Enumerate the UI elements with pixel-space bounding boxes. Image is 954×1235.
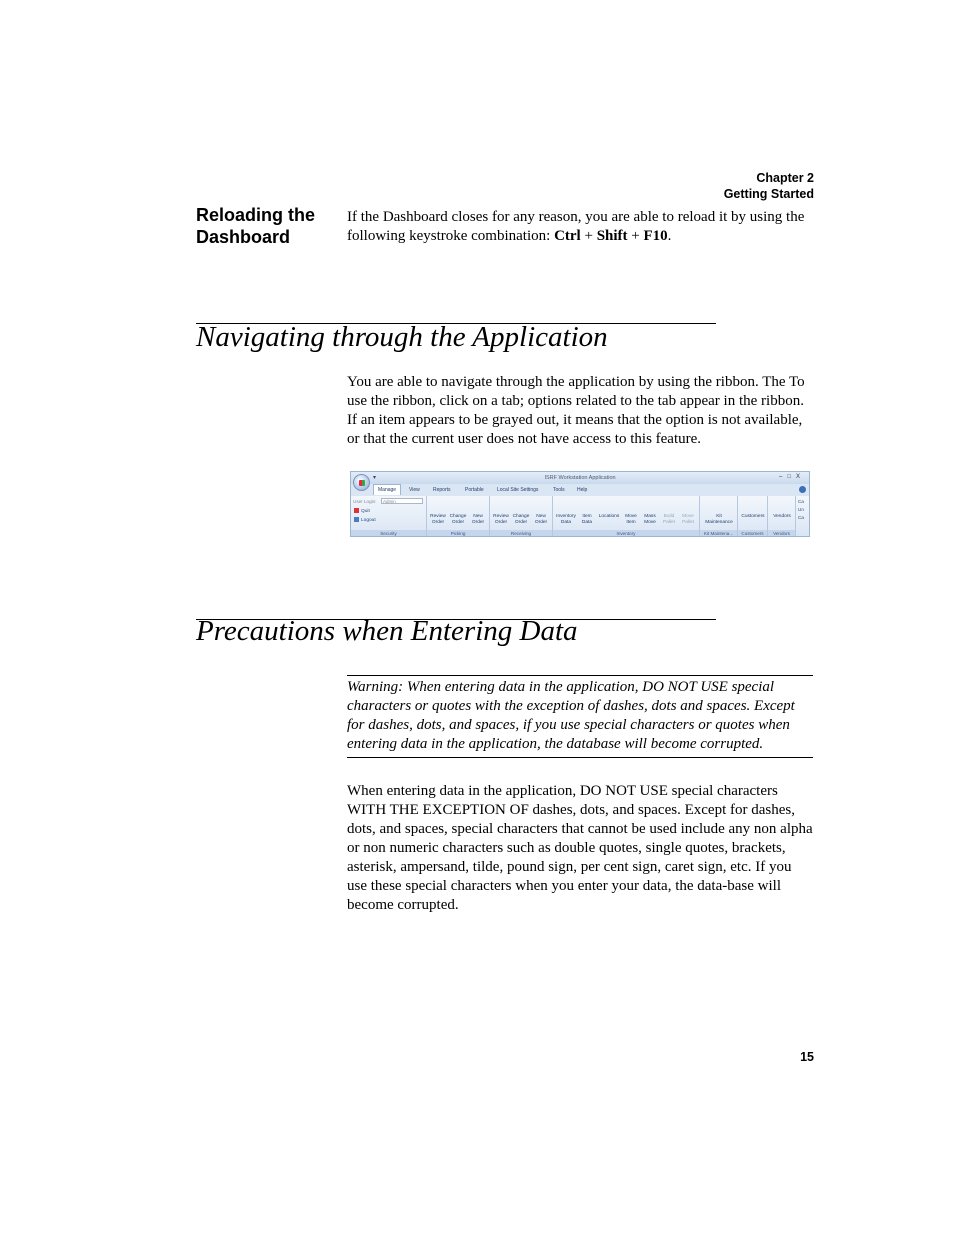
- group-vendors: [768, 496, 796, 537]
- user-login-label: User Login:: [353, 499, 377, 504]
- precautions-title: Precautions when Entering Data: [196, 615, 578, 647]
- tab-help[interactable]: Help: [577, 487, 588, 493]
- reload-paragraph: [347, 208, 815, 246]
- customers-button[interactable]: Customers: [741, 514, 765, 519]
- item-data-button[interactable]: Item Data: [581, 514, 593, 525]
- reload-heading: Reloading the Dashboard: [196, 205, 316, 247]
- plus-sign: +: [580, 228, 597, 244]
- overflow-item[interactable]: Ca: [798, 499, 804, 504]
- tab-view[interactable]: View: [409, 487, 420, 493]
- receiving-new-order-button[interactable]: New Order: [534, 514, 548, 525]
- tab-tools[interactable]: Tools: [553, 487, 565, 493]
- overflow-group: [798, 498, 804, 522]
- overflow-item[interactable]: Un: [798, 507, 804, 512]
- warning-paragraph: Warning: When entering data in the application, DO NOT USE special characters or quotes with the exception of dashes, dots and spaces. Except for dashes, dots, and spaces, if you use special characters or quotes when entering data in the application, the database will become corrupted.: [347, 679, 795, 752]
- reload-text: If the Dashboard closes for any reason, you are able to reload it by using the following keystroke combination:: [347, 209, 805, 244]
- group-label: Customers: [738, 530, 767, 537]
- build-pallet-button[interactable]: Build Pallet: [663, 514, 675, 525]
- group-inventory: [553, 496, 700, 537]
- quick-access-dropdown-icon[interactable]: ▾: [373, 475, 377, 481]
- user-login-select[interactable]: Admin: [381, 498, 423, 504]
- group-security: [351, 496, 427, 537]
- quit-button[interactable]: [354, 508, 370, 514]
- inventory-data-button[interactable]: Inventory Data: [556, 514, 576, 525]
- group-label: Picking: [427, 530, 489, 537]
- move-item-button[interactable]: Move Item: [625, 514, 637, 525]
- tab-manage[interactable]: Manage: [373, 484, 401, 495]
- ribbon-screenshot: [350, 471, 810, 537]
- office-button-icon[interactable]: [353, 474, 370, 491]
- picking-change-order-button[interactable]: Change Order: [449, 514, 467, 525]
- key-ctrl: Ctrl: [554, 228, 581, 244]
- chapter-label: Chapter 2: [756, 171, 814, 185]
- locations-button[interactable]: Locations: [598, 514, 620, 519]
- key-shift: Shift: [596, 228, 628, 244]
- warning-bottom-rule: [347, 757, 813, 758]
- group-label: Vendors: [768, 530, 795, 537]
- logout-icon: [354, 517, 359, 522]
- window-controls[interactable]: –□X: [779, 474, 805, 480]
- group-label: Receiving: [490, 530, 552, 537]
- precautions-paragraph: When entering data in the application, DO NOT USE special characters WITH THE EXCEPTION OF dashes, dots, and spaces. Except for dashes, dots, and spaces, special characters that cannot be used include any non alpha or non numeric characters such as double quotes, single quotes, brackets, asterisk, ampersand, tilde, pound sign, per cent sign, caret sign, etc. If you use these special characters when you enter your data, the data-base will become corrupted.: [347, 783, 813, 913]
- group-label: Inventory: [553, 530, 699, 537]
- group-label: Security: [351, 530, 426, 537]
- period: .: [667, 228, 672, 244]
- kit-maintenance-button[interactable]: Kit Maintenance: [705, 514, 733, 525]
- quit-label: Quit: [361, 508, 370, 514]
- picking-new-order-button[interactable]: New Order: [471, 514, 485, 525]
- tab-local-site-settings[interactable]: Local Site Settings: [497, 487, 539, 493]
- nav-section-title: Navigating through the Application: [196, 321, 608, 353]
- vendors-button[interactable]: Vendors: [773, 514, 791, 519]
- help-icon[interactable]: [799, 486, 806, 493]
- ribbon-body: [351, 496, 809, 537]
- logout-button[interactable]: [354, 517, 376, 523]
- group-label: Kit Maintena...: [700, 530, 737, 537]
- logout-label: Logout: [361, 517, 376, 523]
- mass-move-button[interactable]: Mass Move: [644, 514, 656, 525]
- move-pallet-button[interactable]: Move Pallet: [682, 514, 694, 525]
- ribbon-app-title: ISRF Workstation Application: [544, 475, 616, 481]
- group-picking: [427, 496, 490, 537]
- picking-review-order-button[interactable]: Review Order: [430, 514, 446, 525]
- group-customers: [738, 496, 768, 537]
- plus-sign: +: [627, 228, 644, 244]
- group-receiving: [490, 496, 553, 537]
- section-label: Getting Started: [723, 187, 814, 201]
- receiving-review-order-button[interactable]: Review Order: [493, 514, 509, 525]
- tab-portable[interactable]: Portable: [465, 487, 484, 493]
- key-f10: F10: [643, 228, 668, 244]
- warning-top-rule: [347, 675, 813, 676]
- ribbon-titlebar: [351, 472, 809, 484]
- office-logo-icon: [359, 480, 365, 486]
- quit-icon: [354, 508, 359, 513]
- nav-paragraph: You are able to navigate through the application by using the ribbon. The To use the ribbon, click on a tab; options related to the tab appear in the ribbon. If an item appears to be grayed out, it means that the option is not available, or that the current user does not have access to this feature.: [347, 374, 805, 447]
- page-number: 15: [800, 1050, 814, 1064]
- receiving-change-order-button[interactable]: Change Order: [512, 514, 530, 525]
- overflow-item[interactable]: Ca: [798, 515, 804, 520]
- tab-reports[interactable]: Reports: [433, 487, 451, 493]
- group-kit-maintenance: [700, 496, 738, 537]
